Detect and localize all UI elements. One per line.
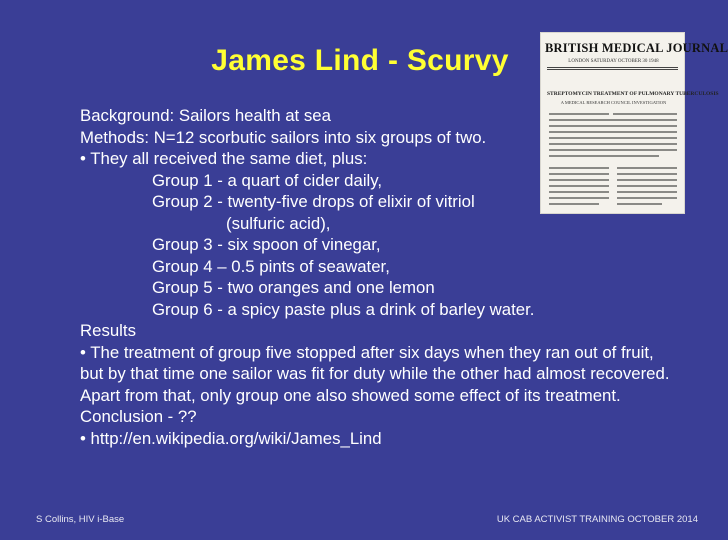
group-1-line: Group 1 - a quart of cider daily, [152,170,383,190]
footer-event: UK CAB ACTIVIST TRAINING OCTOBER 2014 [496,514,698,525]
bmj-date-line: LONDON SATURDAY OCTOBER 30 1948 [568,59,659,64]
bmj-article-title: STREPTOMYCIN TREATMENT OF PULMONARY TUBERCULOSIS [547,91,719,97]
wikipedia-link[interactable]: • http://en.wikipedia.org/wiki/James_Lind [80,428,382,448]
bmj-rule [547,67,678,68]
bmj-article-subtitle: A MEDICAL RESEARCH COUNCIL INVESTIGATION [560,100,667,105]
group-2-continuation: (sulfuric acid), [226,213,331,233]
group-4-line: Group 4 – 0.5 pints of seawater, [152,256,390,276]
group-3-line: Group 3 - six spoon of vinegar, [152,235,381,254]
background-line: Background: Sailors health at sea [80,106,331,125]
results-heading: Results [80,321,136,340]
bmj-masthead: BRITISH MEDICAL JOURNAL [545,41,728,55]
slide-title: James Lind - Scurvy [211,44,509,77]
methods-line: Methods: N=12 scorbutic sailors into six groups of two. [80,127,487,147]
conclusion-line: Conclusion - ?? [80,407,197,426]
slide-body [80,105,680,449]
group-5-line: Group 5 - two oranges and one lemon [152,278,435,297]
results-text: • The treatment of group five stopped after six days when they ran out of fruit, but by that time one sailor was fit for duty while the other had almost recovered. Apart from that, only group one also showed some effect of its treatment. [80,342,670,405]
group-2-line: Group 2 - twenty-five drops of elixir of vitriol [152,192,475,211]
group-6-line: Group 6 - a spicy paste plus a drink of barley water. [152,299,535,319]
footer-author: S Collins, HIV i-Base [36,514,125,525]
bmj-rule [547,69,678,70]
diet-bullet: • They all received the same diet, plus: [80,149,368,168]
